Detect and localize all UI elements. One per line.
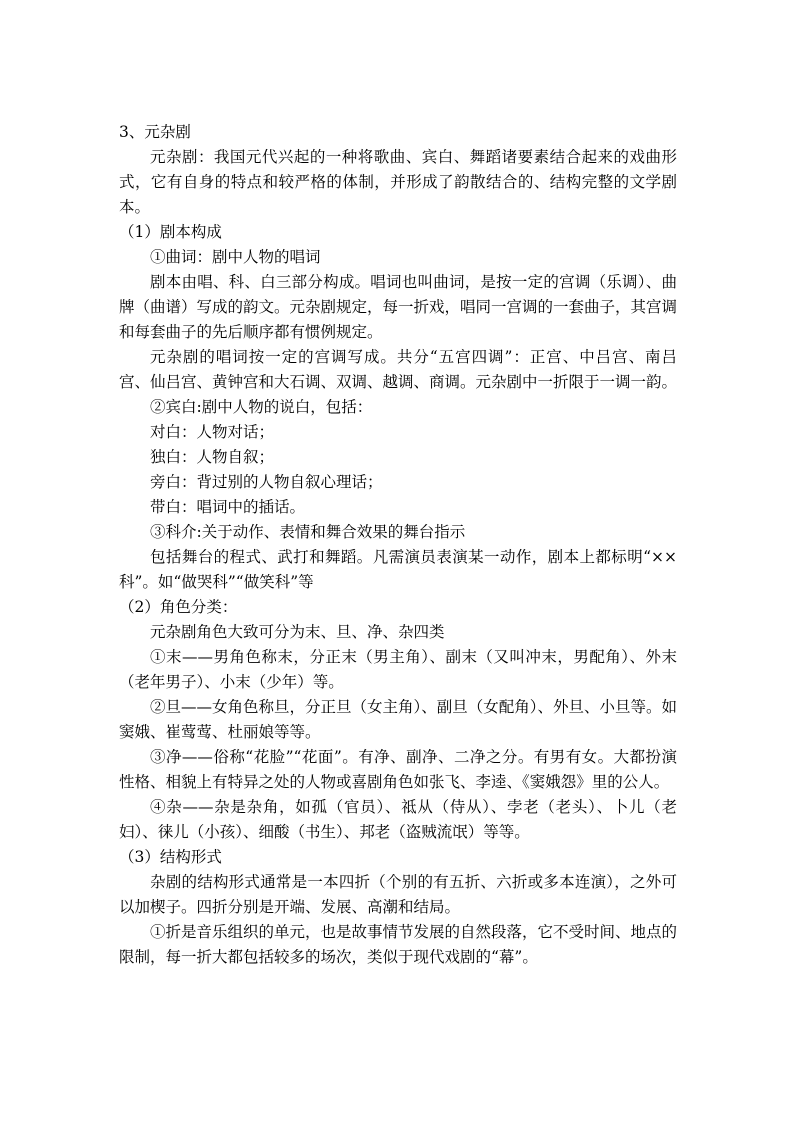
intro-paragraph: 元杂剧：我国元代兴起的一种将歌曲、宾白、舞蹈诸要素结合起来的戏曲形式，它有自身的特点和较严格的体制，并形成了韵散结合的、结构完整的文学剧本。 <box>119 148 677 216</box>
stage-direction-paragraph: 包括舞台的程式、武打和舞蹈。凡需演员表演某一动作，剧本上都标明“××科”。如“做哭科”“做笑科”等 <box>119 548 677 591</box>
item-title-dialogue: ②宾白:剧中人物的说白，包括： <box>150 398 373 416</box>
dialogue-type-1: 对白：人物对话； <box>150 423 275 441</box>
role-dan: ②旦——女角色称旦，分正旦（女主角）、副旦（女配角）、外旦、小旦等。如窦娥、崔莺莺、杜丽娘等等。 <box>119 698 678 741</box>
roles-intro: 元杂剧角色大致可分为末、旦、净、杂四类 <box>150 623 445 641</box>
dialogue-type-3: 旁白：背过别的人物自叙心理话； <box>150 473 383 491</box>
subsection-title-structure: （3）结构形式 <box>119 848 222 866</box>
item-title-lyrics: ①曲词：剧中人物的唱词 <box>150 248 321 266</box>
subsection-title-roles: （2）角色分类： <box>119 598 238 616</box>
structure-paragraph-2: ①折是音乐组织的单元，也是故事情节发展的自然段落，它不受时间、地点的限制，每一折大都包括较多的场次，类似于现代戏剧的“幕”。 <box>119 923 678 966</box>
document-body <box>119 120 677 970</box>
lyrics-paragraph-2: 元杂剧的唱词按一定的宫调写成。共分“五宫四调”：正宫、中吕宫、南吕宫、仙吕宫、黄钟宫和大石调、双调、越调、商调。元杂剧中一折限于一调一韵。 <box>119 348 678 391</box>
structure-paragraph-1: 杂剧的结构形式通常是一本四折（个别的有五折、六折或多本连演），之外可以加楔子。四折分别是开端、发展、高潮和结局。 <box>119 873 677 916</box>
section-heading: 3、元杂剧 <box>119 123 191 141</box>
dialogue-type-4: 带白：唱词中的插话。 <box>150 498 306 516</box>
lyrics-paragraph-1: 剧本由唱、科、白三部分构成。唱词也叫曲词，是按一定的宫调（乐调）、曲牌（曲谱）写成的韵文。元杂剧规定，每一折戏，唱同一宫调的一套曲子，其宫调和每套曲子的先后顺序都有惯例规定。 <box>119 273 678 341</box>
role-jing: ③净——俗称“花脸”“花面”。有净、副净、二净之分。有男有女。大都扮演性格、相貌上有特异之处的人物或喜剧角色如张飞、李逵、《窦娥怨》里的公人。 <box>119 748 677 791</box>
subsection-title-script: （1）剧本构成 <box>119 223 222 241</box>
item-title-stage-direction: ③科介:关于动作、表情和舞合效果的舞台指示 <box>150 523 466 541</box>
dialogue-type-2: 独白：人物自叙； <box>150 448 275 466</box>
role-za: ④杂——杂是杂角，如孤（官员）、祗从（侍从）、孛老（老头）、卜儿（老妇）、徕儿（小孩）、细酸（书生）、邦老（盗贼流氓）等等。 <box>119 798 677 841</box>
role-mo: ①末——男角色称末，分正末（男主角）、副末（又叫冲末，男配角）、外末（老年男子）、小末（少年）等。 <box>119 648 677 691</box>
